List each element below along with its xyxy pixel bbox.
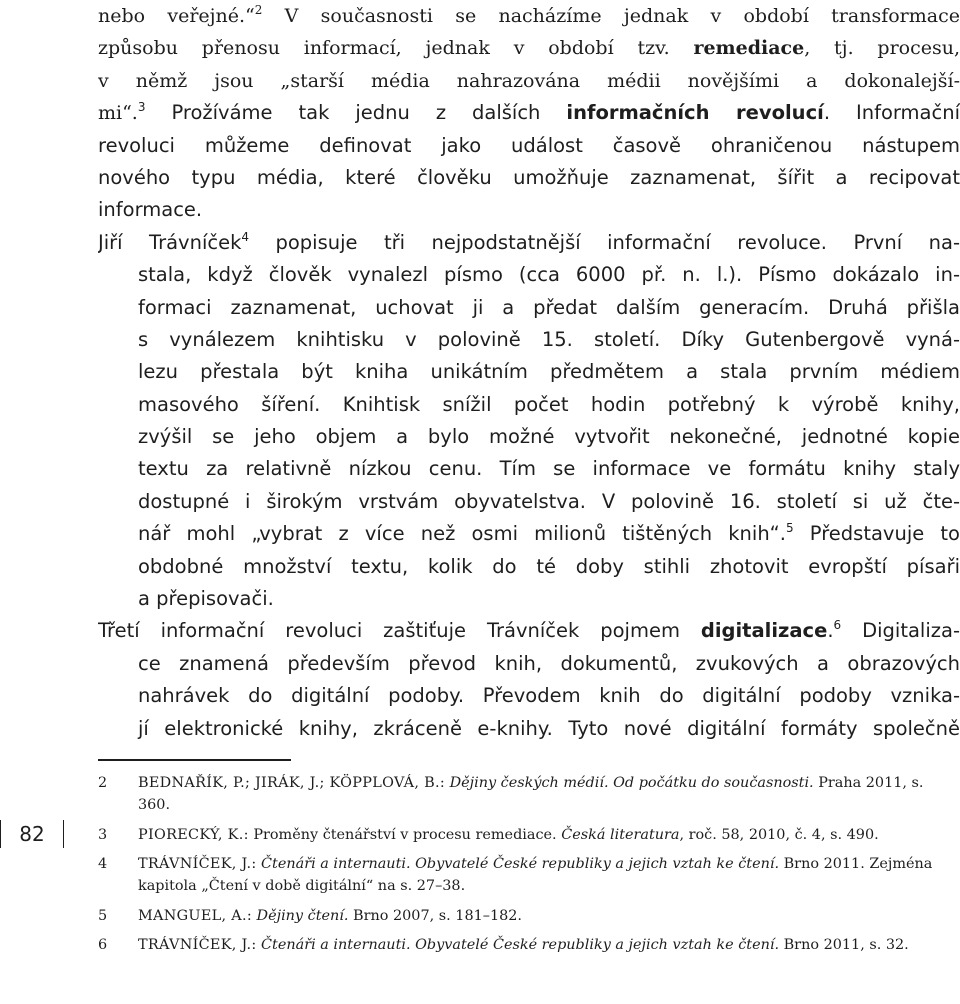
keyword: informačních revolucí — [566, 101, 824, 125]
footnote-item: 5 MANGUEL, A.: Dějiny čtení. Brno 2007, s. 181–182. — [98, 905, 960, 927]
footnote-item: 2 BEDNAŘÍK, P.; JIRÁK, J.; KÖPPLOVÁ, B.: Dějiny českých médií. Od počátku do současnosti. Praha 2011, s. 360. — [98, 772, 960, 816]
text-line: s vynálezem knihtisku v polovině 15. století. Díky Gutenbergově vyná- — [138, 327, 960, 351]
footnote-ref: 5 — [785, 521, 794, 536]
text-line: nebo veřejné.“$^2$ V současnosti se nacházíme jednak v období transformace — [98, 3, 960, 27]
text-line: nového typu média, které člověku umožňuje zaznamenat, šířit a recipovat — [98, 165, 960, 189]
text-line: revoluci můžeme definovat jako událost časově ohraničenou nástupem — [98, 133, 960, 157]
keyword: digitalizace — [700, 619, 828, 643]
footnote-number: 4 — [98, 856, 108, 872]
text-line: mi“.$^3$ Prožíváme tak jednu z dalších informačních revolucí. Informační — [98, 100, 960, 125]
text-line: textu za relativně nízkou cenu. Tím se informace ve formátu knihy staly — [138, 457, 960, 481]
text-line: stala, když člověk vynalezl písmo (cca 6000 př. n. l.). Písmo dokázalo in- — [138, 263, 960, 287]
keyword: remediace — [693, 37, 805, 60]
footnote-ref: 4 — [241, 229, 250, 244]
footnotes — [98, 772, 960, 964]
footnote-number: 5 — [98, 907, 108, 924]
text-line: způsobu přenosu informací, jednak v období tzv. remediace, tj. procesu, — [98, 37, 960, 60]
body-text — [98, 0, 960, 745]
footnote-separator — [98, 759, 291, 761]
text-line: jí elektronické knihy, zkráceně e-knihy. Tyto nové digitální formáty společně — [138, 716, 960, 740]
footnote-item: 6 TRÁVNÍČEK, J.: Čtenáři a internauti. Obyvatelé České republiky a jejich vztah ke čtení. Brno 2011, s. 32. — [98, 934, 960, 956]
footnote-ref: 2 — [254, 3, 263, 17]
text-line: a přepisovači. — [138, 587, 274, 611]
footnote-ref: 6 — [833, 618, 842, 633]
text-line: lezu přestala být kniha unikátním předmětem a stala prvním médiem — [138, 360, 960, 384]
text-line: obdobné množství textu, kolik do té doby stihli zhotovit evropští písaři — [138, 554, 960, 578]
text-line: informace. — [98, 198, 203, 222]
text-line: ce znamená především převod knih, dokumentů, zvukových a obrazových — [138, 651, 960, 675]
text-line: nář mohl „vybrat z více než osmi milionů tištěných knih“.$^5$ Představuje to — [138, 521, 960, 546]
text-line: Jiří Trávníček$^4$ popisuje tři nejpodstatnější informační revoluce. První na- — [98, 229, 960, 254]
footnote-item: 3 PIORECKÝ, K.: Proměny čtenářství v procesu remediace. Česká literatura, roč. 58, 2010, č. 4, s. 490. — [98, 824, 960, 846]
footnote-number: 2 — [98, 775, 108, 791]
text-line: zvýšil se jeho objem a bylo možné vytvořit nekonečné, jednotné kopie — [138, 425, 960, 449]
footnote-ref: 3 — [137, 100, 146, 115]
footnote-item: 4 TRÁVNÍČEK, J.: Čtenáři a internauti. Obyvatelé České republiky a jejich vztah ke čtení. Brno 2011. Zejména kapitola „Čtení v době digitální“ na s. 27–38. — [98, 853, 960, 897]
text-line: Třetí informační revoluci zaštiťuje Trávníček pojmem digitalizace.$^6$ Digitaliza- — [98, 618, 960, 643]
page-number: 82 — [0, 818, 64, 850]
text-line: formaci zaznamenat, uchovat ji a předat dalším generacím. Druhá přišla — [138, 295, 960, 319]
text-line: dostupné i širokým vrstvám obyvatelstva. V polovině 16. století si už čte- — [138, 489, 960, 513]
text-line: masového šíření. Knihtisk snížil počet hodin potřebný k výrobě knihy, — [138, 392, 960, 416]
text-line: v němž jsou „starší média nahrazována médii novějšími a dokonalejší- — [98, 69, 960, 92]
footnote-number: 3 — [98, 826, 108, 843]
footnote-number: 6 — [98, 937, 108, 953]
text-line: nahrávek do digitální podoby. Převodem knih do digitální podoby vznika- — [138, 684, 960, 708]
